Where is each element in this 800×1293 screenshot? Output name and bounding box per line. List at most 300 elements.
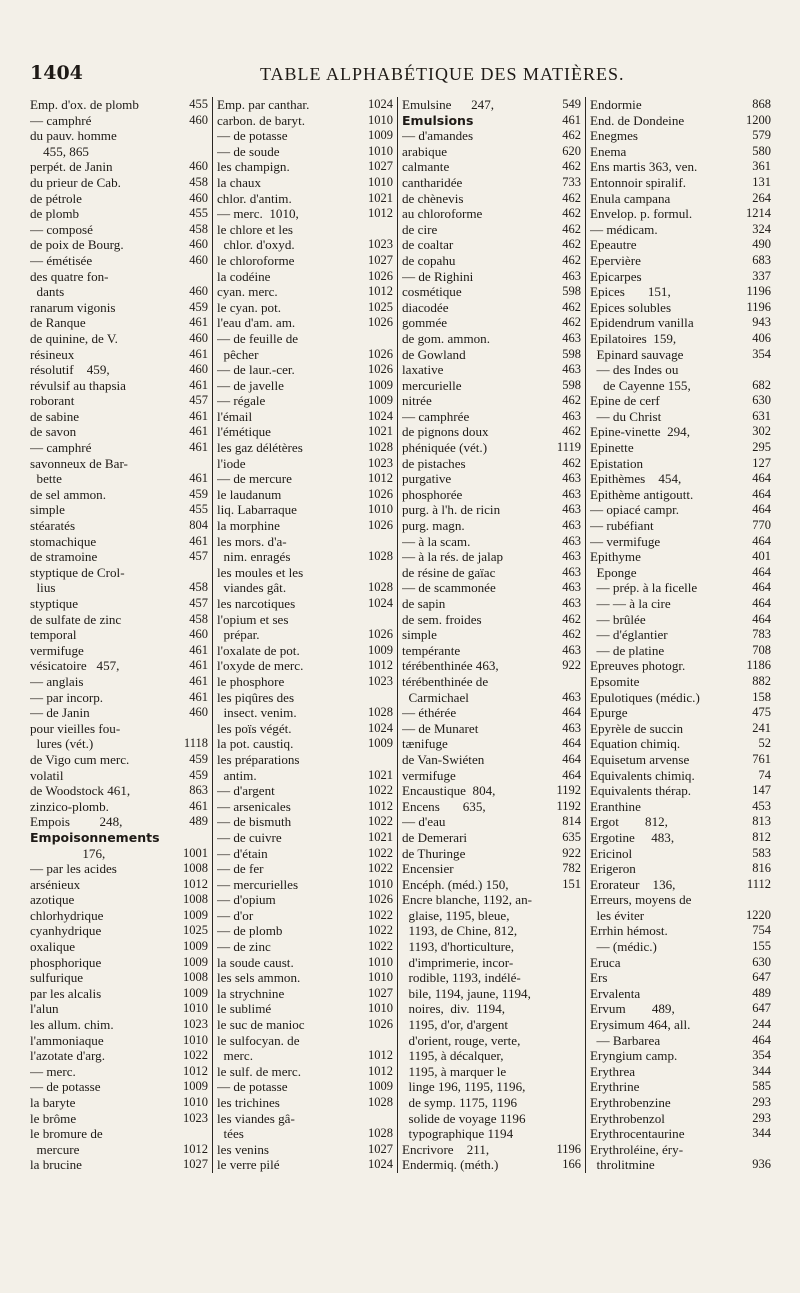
entry-term: — de potasse xyxy=(217,128,288,144)
index-entry xyxy=(30,627,212,643)
entry-page-ref: 453 xyxy=(752,798,771,813)
index-entry xyxy=(217,97,397,113)
entry-term: de Van-Swiéten xyxy=(402,751,485,767)
index-entry xyxy=(590,1142,775,1158)
index-entry xyxy=(30,814,212,830)
entry-page-ref: 463 xyxy=(562,720,581,735)
entry-term: Epidendrum vanilla xyxy=(590,315,694,331)
entry-term: — à la scam. xyxy=(402,533,471,549)
entry-page-ref: 460 xyxy=(189,705,208,720)
index-entry xyxy=(590,846,775,862)
entry-term: — d'eau xyxy=(402,814,446,830)
index-entry xyxy=(590,861,775,877)
index-entry xyxy=(217,1142,397,1158)
index-entry xyxy=(217,830,397,846)
entry-page-ref: 1027 xyxy=(183,1157,208,1172)
entry-term: les venins xyxy=(217,1141,270,1157)
entry-term: de Thuringe xyxy=(402,845,466,861)
entry-term: l'alun xyxy=(30,1001,59,1017)
entry-term: simple xyxy=(402,627,437,643)
entry-term: les sels ammon. xyxy=(217,970,301,986)
entry-page-ref: 863 xyxy=(189,783,208,798)
entry-term: Epices 151, xyxy=(590,284,671,300)
entry-page-ref: 463 xyxy=(562,471,581,486)
entry-page-ref: 782 xyxy=(562,861,581,876)
entry-page-ref: 1028 xyxy=(368,580,393,595)
entry-page-ref: 463 xyxy=(562,502,581,517)
entry-page-ref: 1010 xyxy=(368,112,393,127)
entry-page-ref: 463 xyxy=(562,268,581,283)
index-entry xyxy=(30,799,212,815)
entry-term: — camphré xyxy=(30,440,92,456)
entry-term: — de potasse xyxy=(217,1079,288,1095)
index-entry xyxy=(30,440,212,456)
entry-page-ref: 1026 xyxy=(368,315,393,330)
index-entry xyxy=(217,393,397,409)
index-entry xyxy=(590,923,775,939)
entry-page-ref: 459 xyxy=(189,767,208,782)
index-entry xyxy=(217,752,397,768)
index-entry xyxy=(402,222,585,238)
entry-term: de plomb xyxy=(30,206,80,222)
index-entry xyxy=(217,502,397,518)
entry-term: chlorhydrique xyxy=(30,907,104,923)
entry-page-ref: 585 xyxy=(752,1079,771,1094)
index-entry xyxy=(402,456,585,472)
entry-page-ref: 1118 xyxy=(183,736,208,751)
entry-term: End. de Dondeine xyxy=(590,112,685,128)
index-entry xyxy=(590,534,775,550)
entry-page-ref: 1021 xyxy=(368,767,393,782)
entry-page-ref: 462 xyxy=(562,611,581,626)
entry-term: Enegmes xyxy=(590,128,638,144)
index-entry xyxy=(590,643,775,659)
index-entry xyxy=(217,284,397,300)
entry-page-ref: 462 xyxy=(562,190,581,205)
index-entry xyxy=(402,861,585,877)
entry-term: — par incorp. xyxy=(30,689,104,705)
entry-page-ref: 1012 xyxy=(183,1063,208,1078)
index-entry xyxy=(590,409,775,425)
entry-term: antim. xyxy=(217,767,257,783)
entry-term: de sel ammon. xyxy=(30,486,106,502)
entry-page-ref: 462 xyxy=(562,159,581,174)
entry-term: viandes gât. xyxy=(217,580,287,596)
entry-term: Epithèmes 454, xyxy=(590,471,682,487)
entry-page-ref: 1010 xyxy=(368,970,393,985)
index-entry xyxy=(402,674,585,690)
entry-page-ref: 1023 xyxy=(368,455,393,470)
entry-page-ref: 457 xyxy=(189,596,208,610)
entry-page-ref: 579 xyxy=(752,128,771,143)
entry-term: — de platine xyxy=(590,642,665,658)
index-entry xyxy=(590,222,775,238)
entry-page-ref: 1220 xyxy=(746,907,771,922)
entry-term: Equation chimiq. xyxy=(590,736,681,752)
index-entry xyxy=(590,596,775,612)
entry-page-ref: 1200 xyxy=(746,112,771,127)
entry-term: la soude caust. xyxy=(217,954,294,970)
index-entry xyxy=(590,690,775,706)
entry-term: lures (vét.) xyxy=(30,736,94,752)
entry-page-ref: 868 xyxy=(752,97,771,111)
entry-term: Epinard sauvage xyxy=(590,346,684,362)
entry-term: rodible, 1193, indélé- xyxy=(402,970,521,986)
entry-page-ref: 754 xyxy=(752,923,771,938)
entry-term: nitrée xyxy=(402,393,432,409)
entry-term: le chlore et les xyxy=(217,221,293,237)
entry-term: — de fer xyxy=(217,861,264,877)
index-entry xyxy=(217,923,397,939)
entry-term: Epreuves photogr. xyxy=(590,658,686,674)
entry-term: de Vigo cum merc. xyxy=(30,751,130,767)
index-entry xyxy=(217,627,397,643)
entry-term: le sulfocyan. de xyxy=(217,1032,300,1048)
entry-page-ref: 464 xyxy=(752,580,771,595)
entry-page-ref: 1022 xyxy=(368,845,393,860)
entry-term: de sem. froides xyxy=(402,611,482,627)
entry-term: de symp. 1175, 1196 xyxy=(402,1095,518,1110)
index-entry xyxy=(217,690,397,706)
entry-page-ref: 1012 xyxy=(368,284,393,299)
index-entry xyxy=(217,1079,397,1095)
entry-term: Endermiq. (méth.) xyxy=(402,1157,499,1173)
index-entry xyxy=(30,284,212,300)
entry-term: — par les acides xyxy=(30,861,117,877)
entry-term: Ens martis 363, ven. xyxy=(590,159,698,175)
entry-page-ref: 1026 xyxy=(368,1017,393,1032)
index-entry xyxy=(217,1095,397,1111)
entry-term: pêcher xyxy=(217,346,259,362)
index-column-4 xyxy=(590,97,775,1173)
entry-term: de stramoine xyxy=(30,549,98,565)
index-entry xyxy=(402,1095,585,1111)
entry-page-ref: 647 xyxy=(752,1001,771,1016)
entry-term: de Woodstock 461, xyxy=(30,783,131,799)
entry-page-ref: 463 xyxy=(562,549,581,564)
entry-page-ref: 461 xyxy=(189,315,208,330)
entry-term: phosphorique xyxy=(30,954,102,970)
entry-term: des quatre fon- xyxy=(30,268,109,284)
entry-term: temporal xyxy=(30,627,77,643)
entry-page-ref: 461 xyxy=(189,424,208,439)
index-entry xyxy=(402,253,585,269)
entry-term: le brôme xyxy=(30,1110,77,1126)
entry-page-ref: 1022 xyxy=(183,1048,208,1063)
entry-term: arsénieux xyxy=(30,876,81,892)
entry-term: — de potasse xyxy=(30,1079,101,1095)
entry-term: la brucine xyxy=(30,1157,82,1173)
entry-page-ref: 1026 xyxy=(368,346,393,361)
index-column-3 xyxy=(402,97,586,1173)
entry-page-ref: 813 xyxy=(752,814,771,829)
entry-term: simple xyxy=(30,502,65,518)
index-entry xyxy=(30,690,212,706)
index-entry xyxy=(30,658,212,674)
entry-page-ref: 1008 xyxy=(183,861,208,876)
entry-page-ref: 1022 xyxy=(368,923,393,938)
index-entry xyxy=(590,565,775,581)
entry-page-ref: 1028 xyxy=(368,549,393,564)
entry-page-ref: 489 xyxy=(752,985,771,1000)
entry-page-ref: 943 xyxy=(752,315,771,330)
entry-page-ref: 464 xyxy=(752,611,771,626)
entry-term: d'orient, rouge, verte, xyxy=(402,1032,521,1048)
index-entry xyxy=(590,128,775,144)
index-entry xyxy=(30,721,212,737)
entry-page-ref: 1025 xyxy=(183,923,208,938)
entry-term: carbon. de baryt. xyxy=(217,112,305,128)
entry-term: Erythrea xyxy=(590,1063,636,1079)
entry-page-ref: 1026 xyxy=(368,268,393,283)
entry-page-ref: 464 xyxy=(562,736,581,751)
entry-term: Epine-vinette 294, xyxy=(590,424,690,440)
entry-term: Epeautre xyxy=(590,237,637,253)
entry-term: 1193, d'horticulture, xyxy=(402,939,515,955)
entry-page-ref: 462 xyxy=(562,252,581,267)
entry-term: de cire xyxy=(402,221,438,237)
entry-page-ref: 52 xyxy=(758,736,771,751)
index-entry xyxy=(30,970,212,986)
entry-page-ref: 1022 xyxy=(368,939,393,954)
index-entry xyxy=(402,643,585,659)
entry-term: pour vieilles fou- xyxy=(30,720,121,736)
index-entry xyxy=(402,424,585,440)
index-entry xyxy=(590,814,775,830)
entry-term: — de Janin xyxy=(30,705,90,721)
entry-term: l'oxyde de merc. xyxy=(217,658,304,674)
entry-term: Encens 635, xyxy=(402,798,486,814)
entry-page-ref: 1010 xyxy=(368,954,393,969)
index-entry xyxy=(30,487,212,503)
entry-page-ref: 461 xyxy=(189,642,208,657)
entry-page-ref: 1214 xyxy=(746,206,771,221)
index-entry xyxy=(590,612,775,628)
entry-term: les allum. chim. xyxy=(30,1017,114,1033)
entry-page-ref: 457 xyxy=(189,393,208,408)
entry-page-ref: 635 xyxy=(562,829,581,844)
index-column-1 xyxy=(30,97,213,1173)
entry-term: merc. xyxy=(217,1048,253,1064)
index-entry xyxy=(590,736,775,752)
index-entry xyxy=(30,1048,212,1064)
entry-page-ref: 1023 xyxy=(183,1017,208,1032)
entry-page-ref: 464 xyxy=(752,502,771,517)
index-entry xyxy=(30,846,212,862)
index-entry xyxy=(590,206,775,222)
entry-term: Erythrobenzine xyxy=(590,1095,671,1110)
index-entry xyxy=(30,534,212,550)
entry-page-ref: 293 xyxy=(752,1095,771,1109)
index-entry xyxy=(30,1126,212,1142)
entry-term: liq. Labarraque xyxy=(217,502,297,518)
entry-term: — arsenicales xyxy=(217,798,291,814)
entry-term: résineux xyxy=(30,346,75,362)
entry-term: — de cuivre xyxy=(217,829,282,845)
index-entry xyxy=(590,1079,775,1095)
entry-page-ref: 1024 xyxy=(368,408,393,423)
index-entry xyxy=(590,627,775,643)
entry-term: de Demerari xyxy=(402,829,468,845)
entry-term: Equivalents thérap. xyxy=(590,783,692,799)
entry-term: de Gowland xyxy=(402,346,466,362)
index-entry xyxy=(402,923,585,939)
entry-term: stomachique xyxy=(30,533,97,549)
entry-page-ref: 302 xyxy=(752,424,771,439)
entry-page-ref: 464 xyxy=(562,705,581,720)
index-entry xyxy=(402,1157,585,1173)
entry-term: noires, div. 1194, xyxy=(402,1001,506,1017)
index-entry xyxy=(217,253,397,269)
index-entry xyxy=(30,502,212,518)
entry-page-ref: 337 xyxy=(752,268,771,283)
index-entry xyxy=(590,1157,775,1173)
entry-page-ref: 1012 xyxy=(368,206,393,221)
index-entry xyxy=(30,939,212,955)
entry-term: 1195, à décalquer, xyxy=(402,1048,504,1064)
index-entry xyxy=(402,1142,585,1158)
entry-page-ref: 406 xyxy=(752,330,771,345)
entry-term: — de feuille de xyxy=(217,330,299,346)
entry-term: au chloroforme xyxy=(402,206,483,222)
entry-term: térébenthinée de xyxy=(402,673,489,689)
index-entry xyxy=(402,191,585,207)
index-entry xyxy=(590,175,775,191)
index-entry xyxy=(30,861,212,877)
entry-page-ref: 460 xyxy=(189,112,208,127)
index-entry xyxy=(402,206,585,222)
entry-term: l'émétique xyxy=(217,424,271,440)
entry-term: le suc de manioc xyxy=(217,1017,305,1033)
index-entry xyxy=(590,1111,775,1127)
index-entry xyxy=(590,362,775,378)
entry-term: — merc. 1010, xyxy=(217,206,299,222)
entry-term: tées xyxy=(217,1126,244,1142)
entry-term: les piqûres des xyxy=(217,689,295,705)
entry-term: Enula campana xyxy=(590,190,671,206)
entry-page-ref: 1028 xyxy=(368,440,393,455)
index-entry xyxy=(590,1064,775,1080)
index-entry xyxy=(402,487,585,503)
entry-page-ref: 1009 xyxy=(183,1079,208,1094)
entry-page-ref: 461 xyxy=(189,533,208,548)
index-entry xyxy=(590,300,775,316)
index-entry xyxy=(590,1095,775,1111)
entry-term: Erorateur 136, xyxy=(590,876,676,892)
index-entry xyxy=(30,1033,212,1049)
index-entry xyxy=(30,175,212,191)
index-entry xyxy=(402,393,585,409)
index-entry xyxy=(402,518,585,534)
entry-page-ref: 1012 xyxy=(368,1048,393,1063)
entry-term: les mors. d'a- xyxy=(217,533,287,549)
entry-page-ref: 463 xyxy=(562,564,581,579)
index-entry xyxy=(590,315,775,331)
entry-page-ref: 620 xyxy=(562,143,581,158)
entry-page-ref: 882 xyxy=(752,673,771,688)
entry-page-ref: 460 xyxy=(189,627,208,642)
entry-term: Epervière xyxy=(590,252,641,268)
index-entry xyxy=(590,939,775,955)
entry-page-ref: 462 xyxy=(562,424,581,439)
entry-page-ref: 1012 xyxy=(183,876,208,891)
entry-term: du pauv. homme xyxy=(30,128,117,144)
entry-term: par les alcalis xyxy=(30,985,102,1001)
index-entry xyxy=(217,222,397,238)
index-entry xyxy=(30,783,212,799)
entry-term: ranarum vigonis xyxy=(30,299,116,315)
index-entry xyxy=(217,113,397,129)
index-entry xyxy=(402,1064,585,1080)
index-entry xyxy=(217,237,397,253)
entry-page-ref: 1023 xyxy=(368,237,393,252)
index-entry xyxy=(217,768,397,784)
entry-term: de Ranque xyxy=(30,315,86,331)
index-entry xyxy=(30,206,212,222)
entry-term: les narcotiques xyxy=(217,596,296,611)
index-entry xyxy=(30,565,212,581)
entry-term: styptique de Crol- xyxy=(30,564,125,580)
entry-term: — de soude xyxy=(217,143,280,159)
entry-term: de poix de Bourg. xyxy=(30,237,124,253)
entry-page-ref: 462 xyxy=(562,393,581,408)
entry-term: 1195, d'or, d'argent xyxy=(402,1017,509,1033)
entry-term: purgative xyxy=(402,471,452,487)
entry-page-ref: 1196 xyxy=(746,299,771,314)
index-entry xyxy=(402,846,585,862)
entry-page-ref: 733 xyxy=(562,174,581,189)
entry-page-ref: 151 xyxy=(562,876,581,891)
entry-page-ref: 461 xyxy=(562,112,581,127)
entry-term: 1193, de Chine, 812, xyxy=(402,923,518,939)
entry-page-ref: 460 xyxy=(189,159,208,174)
entry-page-ref: 158 xyxy=(752,689,771,704)
entry-term: Emp. d'ox. de plomb xyxy=(30,97,139,112)
entry-term: — Barbarea xyxy=(590,1032,661,1048)
index-entry xyxy=(402,113,585,129)
index-entry xyxy=(402,549,585,565)
entry-term: les viandes gâ- xyxy=(217,1110,295,1126)
entry-term: — camphrée xyxy=(402,408,470,424)
entry-page-ref: 1028 xyxy=(368,1095,393,1109)
page-header xyxy=(30,62,770,86)
index-entry xyxy=(402,97,585,113)
index-entry xyxy=(402,830,585,846)
entry-term: mercurielle xyxy=(402,377,462,393)
index-entry xyxy=(590,456,775,472)
entry-page-ref: 1027 xyxy=(368,252,393,267)
entry-term: Enema xyxy=(590,143,627,159)
entry-page-ref: 647 xyxy=(752,970,771,985)
index-entry xyxy=(402,1001,585,1017)
index-entry xyxy=(30,1079,212,1095)
entry-term: de résine de gaïac xyxy=(402,564,496,580)
index-entry xyxy=(217,596,397,612)
entry-page-ref: 295 xyxy=(752,440,771,455)
index-entry xyxy=(30,237,212,253)
index-entry xyxy=(30,1111,212,1127)
entry-page-ref: 761 xyxy=(752,751,771,766)
entry-term: Carmichael xyxy=(402,689,469,705)
index-entry xyxy=(30,1001,212,1017)
index-entry xyxy=(590,705,775,721)
entry-page-ref: 131 xyxy=(752,174,771,189)
entry-page-ref: 1010 xyxy=(368,876,393,891)
index-entry xyxy=(590,1017,775,1033)
entry-page-ref: 462 xyxy=(562,206,581,221)
index-entry xyxy=(590,799,775,815)
entry-term: — prép. à la ficelle xyxy=(590,580,698,596)
